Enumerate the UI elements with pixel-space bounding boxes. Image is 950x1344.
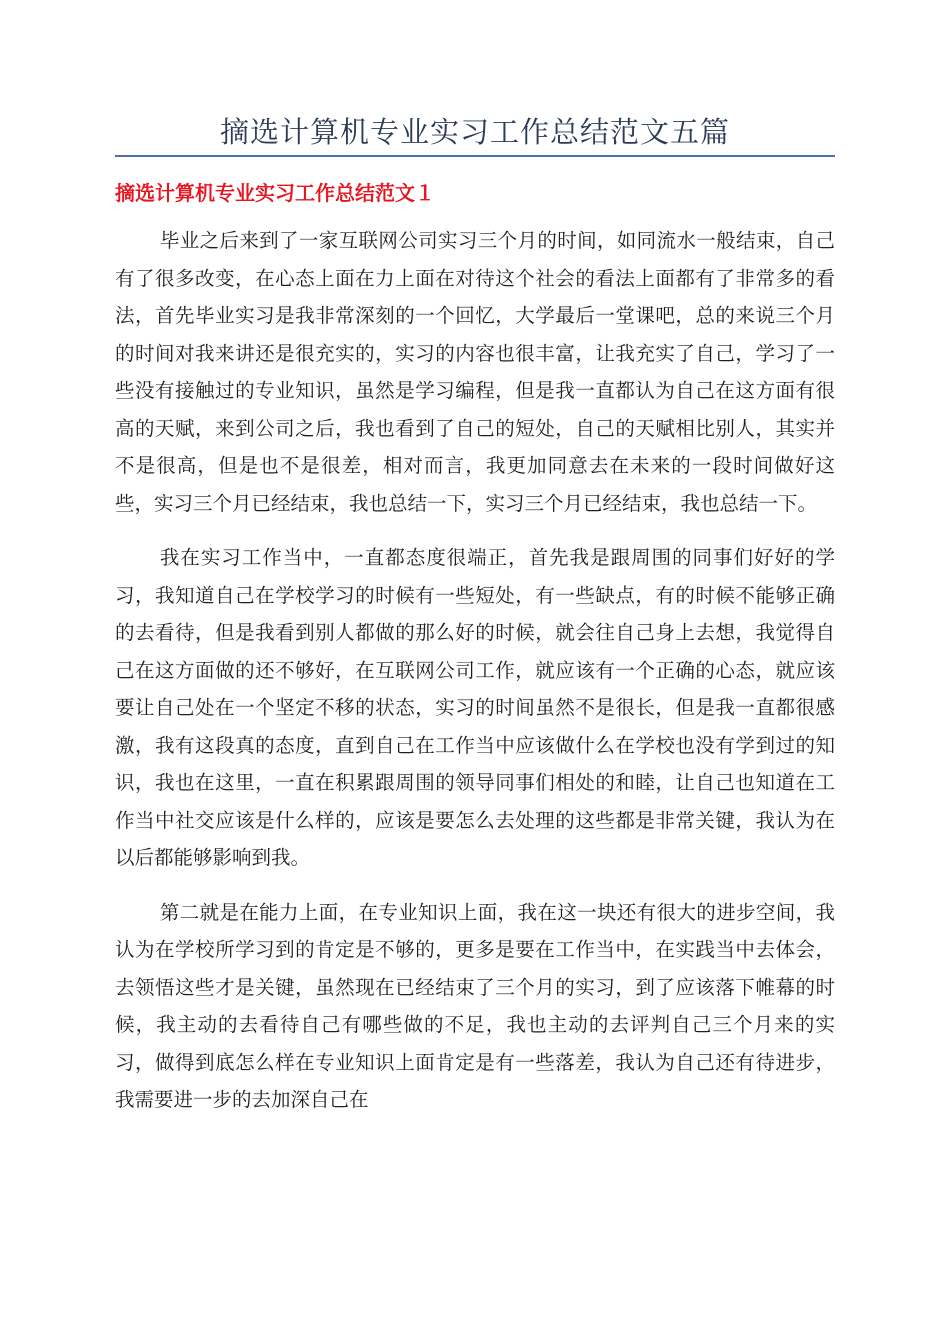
section-heading: 摘选计算机专业实习工作总结范文１ [115,181,435,205]
title-underline-rule [115,155,835,157]
paragraph-2: 我在实习工作当中，一直都态度很端正，首先我是跟周围的同事们好好的学习，我知道自己在学校学习的时候有一些短处，有一些缺点，有的时候不能够正确的去看待，但是我看到别人都做的那么好的时候，就会往自己身上去想，我觉得自己在这方面做的还不够好，在互联网公司工作，就应该有一个正确的心态，就应该要让自己处在一个坚定不移的状态，实习的时间虽然不是很长，但是我一直都很感激，我有这段真的态度，直到自己在工作当中应该做什么在学校也没有学到过的知识，我也在这里，一直在积累跟周围的领导同事们相处的和睦，让自己也知道在工作当中社交应该是什么样的，应该是要怎么去处理的这些都是非常关键，我认为在以后都能够影响到我。 [115,546,835,869]
article-body [115,222,835,1136]
paragraph-3: 第二就是在能力上面，在专业知识上面，我在这一块还有很大的进步空间，我认为在学校所学习到的肯定是不够的，更多是要在工作当中，在实践当中去体会，去领悟这些才是关键，虽然现在已经结束了三个月的实习，到了应该落下帷幕的时候，我主动的去看待自己有哪些做的不足，我也主动的去评判自己三个月来的实习，做得到底怎么样在专业知识上面肯定是有一些落差，我认为自己还有待进步，我需要进一步的去加深自己在 [115,900,835,1111]
document-title: 摘选计算机专业实习工作总结范文五篇 [219,115,730,149]
paragraph-1: 毕业之后来到了一家互联网公司实习三个月的时间，如同流水一般结束，自己有了很多改变，在心态上面在力上面在对待这个社会的看法上面都有了非常多的看法，首先毕业实习是我非常深刻的一个回忆，大学最后一堂课吧，总的来说三个月的时间对我来讲还是很充实的，实习的内容也很丰富，让我充实了自己，学习了一些没有接触过的专业知识，虽然是学习编程，但是我一直都认为自己在这方面有很高的天赋，来到公司之后，我也看到了自己的短处，自己的天赋相比别人，其实并不是很高，但是也不是很差，相对而言，我更加同意去在未来的一段时间做好这些，实习三个月已经结束，我也总结一下，实习三个月已经结束，我也总结一下。 [115,229,835,515]
